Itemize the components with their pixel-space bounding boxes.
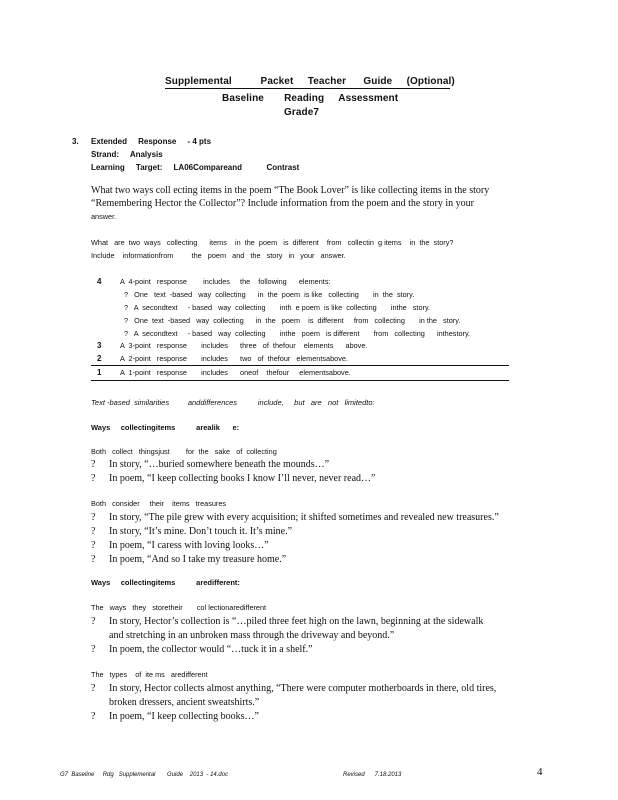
list-item: ? In story, “The pile grew with every acquisition; it shifted sometimes and revealed new treasures.”	[91, 512, 499, 523]
rubric-text: A 2-point response includes two of thefour elementsabove.	[120, 354, 348, 363]
examples-note: Text -based similarities anddifferences include, but are not limitedto:	[91, 398, 375, 407]
bullet-glyph: ?	[91, 683, 96, 694]
bullet-glyph: ?	[91, 644, 96, 655]
rubric-text: A 1-point response includes oneof thefour elementsabove.	[120, 368, 351, 377]
prompt-line-4: What are two ways collecting items in the poem is different from collectin g items in the story?	[91, 238, 454, 247]
list-item: ? In poem, “And so I take my treasure home.”	[91, 554, 287, 565]
rubric-element: ? A secondtext - based way collecting inth e poem is like collecting inthe story.	[124, 303, 431, 312]
different-group-1-intro: The ways they storetheir col lectionaredifferent	[91, 603, 267, 612]
different-group-2-intro: The types of ite ms aredifferent	[91, 670, 208, 679]
list-item: ? In poem, the collector would “…tuck it in a shelf.”	[91, 644, 313, 655]
list-item-continuation: broken dressers, ancient sweatshirts.”	[109, 697, 260, 708]
header-subtitle: Baseline Reading Assessment	[222, 93, 399, 104]
list-item: ? In story, “It’s mine. Don’t touch it. It’s mine.”	[91, 526, 293, 537]
similar-group-2-intro: Both consider their items treasures	[91, 499, 227, 508]
list-item: ? In story, Hector collects almost anything, “There were computer motherboards in there, old tires,	[91, 683, 497, 694]
prompt-line-3: answer.	[91, 212, 117, 221]
item-learning-target: Learning Target: LA06Compareand Contrast	[91, 163, 300, 172]
list-item: ? In story, “…buried somewhere beneath the mounds…”	[91, 459, 330, 470]
similar-group-1-intro: Both collect thingsjust for the sake of collecting	[91, 447, 277, 456]
list-item: ? In poem, “I keep collecting books I know I’ll never, never read…”	[91, 473, 376, 484]
list-item: ? In poem, “I keep collecting books…”	[91, 711, 259, 722]
bullet-glyph: ?	[91, 526, 96, 537]
rubric-score: 1	[97, 368, 102, 377]
list-item-continuation: and stretching in an unbroken mass through the driveway and beyond.”	[109, 630, 395, 641]
rubric-score: 2	[97, 354, 102, 363]
similar-heading: Ways collectingitems arealik e:	[91, 423, 240, 432]
bullet-glyph: ?	[91, 711, 96, 722]
rubric-element: ? One text -based way collecting in the poem is like collecting in the story.	[124, 290, 415, 299]
bullet-glyph: ?	[91, 540, 96, 551]
rubric-text: A 3-point response includes three of thefour elements above.	[120, 341, 368, 350]
rubric-score: 4	[97, 277, 102, 286]
footer-filename: G7 Baseline Rdg Supplemental Guide 2013 - 14.doc	[60, 772, 229, 778]
prompt-line-5: Include informationfrom the poem and the story in your answer.	[91, 251, 346, 260]
bullet-glyph: ?	[91, 473, 96, 484]
list-item: ? In poem, “I caress with loving looks…”	[91, 540, 269, 551]
prompt-line-1: What two ways coll ecting items in the poem “The Book Lover” is like collecting items in the story	[91, 185, 490, 196]
item-strand: Strand: Analysis	[91, 150, 163, 159]
item-type: Extended Response - 4 pts	[91, 137, 212, 146]
bullet-glyph: ?	[91, 554, 96, 565]
rubric-divider	[91, 380, 509, 381]
rubric-element: ? One text -based way collecting in the poem is different from collecting in the story.	[124, 316, 461, 325]
footer-revised: Revised 7.18.2013	[343, 772, 402, 778]
rubric-divider	[91, 365, 509, 366]
different-heading: Ways collectingitems aredifferent:	[91, 578, 240, 587]
bullet-glyph: ?	[91, 459, 96, 470]
bullet-glyph: ?	[91, 512, 96, 523]
prompt-line-2: “Remembering Hector the Collector”? Include information from the poem and the story in your	[91, 198, 474, 209]
rubric-score: 3	[97, 341, 102, 350]
header-grade: Grade7	[284, 107, 320, 118]
page-number: 4	[537, 766, 543, 778]
rubric-element: ? A secondtext - based way collecting inthe poem is different from collecting inthestory.	[124, 329, 471, 338]
item-number: 3.	[72, 137, 79, 146]
list-item: ? In story, Hector’s collection is “…piled three feet high on the lawn, beginning at the sidewalk	[91, 616, 484, 627]
header-title: Supplemental Packet Teacher Guide (Optional)	[165, 76, 455, 87]
bullet-glyph: ?	[91, 616, 96, 627]
rubric-text: A 4-point response includes the following elements:	[120, 277, 331, 286]
